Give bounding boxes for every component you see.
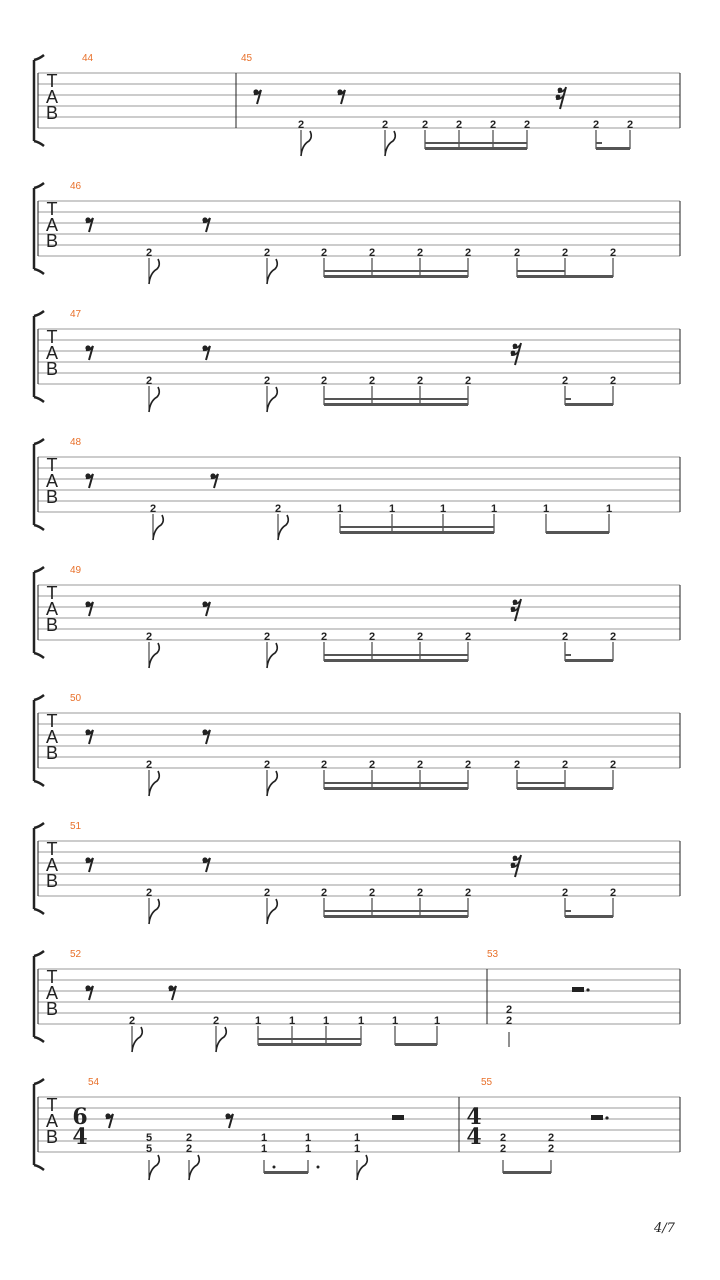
fret-number: 2 (263, 887, 271, 899)
fret-number: 2 (320, 631, 328, 643)
fret-number: 2 (513, 247, 521, 259)
measure-number: 45 (241, 53, 253, 64)
fret-number: 2 (297, 119, 305, 131)
fret-number: 2 (128, 1015, 136, 1027)
staff-system (34, 949, 680, 1052)
beam (264, 1171, 308, 1174)
fret-number: 2 (609, 887, 617, 899)
note-flag (267, 387, 277, 412)
tab-clef-letter: B (45, 487, 59, 507)
tab-clef-letter: T (46, 839, 58, 859)
fret-number: 2 (263, 247, 271, 259)
fret-number: 2 (416, 887, 424, 899)
tab-clef-letter: B (45, 103, 59, 123)
fret-number: 1 (336, 503, 344, 515)
page-number: 4/7 (654, 1221, 675, 1236)
measure-number: 53 (487, 949, 499, 960)
tab-clef-letter: A (45, 599, 59, 619)
fret-number: 1 (353, 1143, 361, 1155)
tab-clef-letter: A (45, 215, 59, 235)
system-bracket (34, 951, 44, 1042)
tab-clef-letter: T (46, 71, 58, 91)
fret-number: 2 (368, 759, 376, 771)
staff-system (34, 309, 680, 412)
fret-number: 2 (263, 375, 271, 387)
fret-number: 1 (542, 503, 550, 515)
fret-number: 2 (499, 1143, 507, 1155)
beam (324, 787, 468, 790)
tab-clef-letter: T (46, 1095, 58, 1115)
measure-number: 48 (70, 437, 82, 448)
beam-secondary (565, 910, 571, 912)
beam-secondary (324, 398, 468, 400)
fret-number: 2 (455, 119, 463, 131)
eighth-rest (202, 345, 210, 360)
staff-system (34, 821, 680, 924)
fret-number: 2 (381, 119, 389, 131)
fret-number: 2 (368, 247, 376, 259)
beam-secondary (324, 782, 468, 784)
tab-clef-letter: A (45, 471, 59, 491)
staff-system (34, 1077, 680, 1180)
fret-number: 2 (499, 1132, 507, 1144)
half-rest (392, 1115, 404, 1120)
fret-number: 2 (368, 887, 376, 899)
eighth-rest (85, 985, 93, 1000)
beam (565, 403, 613, 406)
augmentation-dot (317, 1166, 320, 1169)
tab-clef-letter: B (45, 231, 59, 251)
note-flag (216, 1027, 226, 1052)
tab-clef-letter: B (45, 1127, 59, 1147)
measure-number: 46 (70, 181, 82, 192)
fret-number: 2 (145, 887, 153, 899)
staff-system (34, 693, 680, 796)
note-flag (267, 643, 277, 668)
beam-secondary (596, 142, 602, 144)
beam (503, 1171, 551, 1174)
eighth-rest (85, 345, 93, 360)
fret-number: 1 (288, 1015, 296, 1027)
eighth-rest (85, 601, 93, 616)
eighth-rest (202, 729, 210, 744)
eighth-rest (85, 217, 93, 232)
fret-number: 1 (260, 1143, 268, 1155)
fret-number: 2 (513, 759, 521, 771)
fret-number: 2 (416, 631, 424, 643)
beam-secondary (565, 398, 571, 400)
eighth-rest (85, 473, 93, 488)
staff-system (34, 437, 680, 540)
fret-number: 2 (464, 247, 472, 259)
fret-number: 2 (416, 247, 424, 259)
beam (546, 531, 609, 534)
beam-secondary (565, 654, 571, 656)
eighth-rest (202, 217, 210, 232)
fret-number: 2 (505, 1015, 513, 1027)
fret-number: 2 (274, 503, 282, 515)
eighth-rest (210, 473, 218, 488)
fret-number: 2 (505, 1004, 513, 1016)
tab-clef-letter: T (46, 327, 58, 347)
fret-number: 2 (263, 759, 271, 771)
note-flag (149, 1155, 159, 1180)
tab-clef-letter: T (46, 967, 58, 987)
note-flag (267, 259, 277, 284)
measure-number: 49 (70, 565, 82, 576)
system-bracket (34, 183, 44, 274)
eighth-rest (225, 1113, 233, 1128)
system-bracket (34, 695, 44, 786)
tab-clef-letter: A (45, 87, 59, 107)
beam (517, 787, 613, 790)
fret-number: 2 (185, 1143, 193, 1155)
fret-number: 2 (609, 759, 617, 771)
fret-number: 2 (320, 247, 328, 259)
fret-number: 2 (263, 631, 271, 643)
measure-number: 55 (481, 1077, 493, 1088)
staff-system (34, 53, 680, 156)
tab-clef-letter: A (45, 343, 59, 363)
fret-number: 2 (145, 759, 153, 771)
fret-number: 2 (416, 375, 424, 387)
fret-number: 2 (368, 375, 376, 387)
fret-number: 1 (260, 1132, 268, 1144)
eighth-rest (337, 89, 345, 104)
fret-number: 2 (609, 375, 617, 387)
tab-clef-letter: T (46, 455, 58, 475)
tab-clef-letter: B (45, 999, 59, 1019)
eighth-rest (85, 729, 93, 744)
beam (324, 403, 468, 406)
fret-number: 2 (145, 631, 153, 643)
beam (565, 915, 613, 918)
eighth-rest (168, 985, 176, 1000)
tab-clef-letter: A (45, 727, 59, 747)
measure-number: 47 (70, 309, 82, 320)
beam-secondary (324, 270, 468, 272)
beam (517, 275, 613, 278)
augmentation-dot (273, 1166, 276, 1169)
fret-number: 1 (490, 503, 498, 515)
eighth-rest (253, 89, 261, 104)
fret-number: 1 (254, 1015, 262, 1027)
time-signature-top: 4 (466, 1104, 482, 1130)
fret-number: 1 (304, 1132, 312, 1144)
fret-number: 2 (421, 119, 429, 131)
beam (324, 659, 468, 662)
measure-number: 44 (82, 53, 94, 64)
time-signature-bottom: 4 (72, 1124, 88, 1150)
eighth-rest (105, 1113, 113, 1128)
beam (258, 1043, 361, 1046)
beam-secondary (517, 270, 565, 272)
beam-secondary (324, 654, 468, 656)
beam (395, 1043, 437, 1046)
measure-number: 52 (70, 949, 82, 960)
beam-secondary (425, 142, 527, 144)
fret-number: 2 (368, 631, 376, 643)
beam-secondary (517, 782, 565, 784)
fret-number: 1 (353, 1132, 361, 1144)
fret-number: 2 (523, 119, 531, 131)
fret-number: 2 (561, 631, 569, 643)
note-flag (149, 259, 159, 284)
system-bracket (34, 439, 44, 530)
fret-number: 1 (357, 1015, 365, 1027)
time-signature-bottom: 4 (466, 1124, 482, 1150)
note-flag (153, 515, 163, 540)
fret-number: 2 (547, 1143, 555, 1155)
rest-dot (586, 988, 589, 991)
system-bracket (34, 55, 44, 146)
eighth-rest (85, 857, 93, 872)
beam (565, 659, 613, 662)
beam (425, 147, 527, 150)
fret-number: 2 (145, 247, 153, 259)
note-flag (149, 387, 159, 412)
fret-number: 2 (185, 1132, 193, 1144)
beam (340, 531, 494, 534)
rest-block (392, 1115, 404, 1120)
fret-number: 2 (547, 1132, 555, 1144)
note-flag (132, 1027, 142, 1052)
note-flag (149, 643, 159, 668)
fret-number: 2 (592, 119, 600, 131)
note-flag (149, 899, 159, 924)
note-flag (357, 1155, 367, 1180)
fret-number: 1 (391, 1015, 399, 1027)
note-flag (267, 771, 277, 796)
system-bracket (34, 567, 44, 658)
staff-system (34, 181, 680, 284)
tab-clef-letter: B (45, 615, 59, 635)
fret-number: 2 (212, 1015, 220, 1027)
fret-number: 2 (489, 119, 497, 131)
note-flag (385, 131, 395, 156)
fret-number: 2 (320, 759, 328, 771)
fret-number: 1 (304, 1143, 312, 1155)
beam-secondary (340, 526, 494, 528)
eighth-rest (202, 857, 210, 872)
time-signature-top: 6 (72, 1104, 88, 1130)
fret-number: 2 (561, 247, 569, 259)
measure-number: 51 (70, 821, 82, 832)
system-bracket (34, 1079, 44, 1170)
fret-number: 2 (464, 887, 472, 899)
fret-number: 5 (145, 1143, 153, 1155)
tab-clef-letter: B (45, 743, 59, 763)
tab-clef-letter: A (45, 855, 59, 875)
fret-number: 2 (320, 375, 328, 387)
fret-number: 2 (416, 759, 424, 771)
beam-secondary (258, 1038, 361, 1040)
fret-number: 2 (464, 759, 472, 771)
fret-number: 2 (464, 631, 472, 643)
rest-dot (605, 1116, 608, 1119)
measure-number: 54 (88, 1077, 100, 1088)
fret-number: 2 (609, 247, 617, 259)
beam (324, 915, 468, 918)
note-flag (278, 515, 288, 540)
fret-number: 2 (464, 375, 472, 387)
fret-number: 2 (561, 759, 569, 771)
fret-number: 1 (388, 503, 396, 515)
beam-secondary (324, 910, 468, 912)
beam (324, 275, 468, 278)
note-flag (149, 771, 159, 796)
note-flag (189, 1155, 199, 1180)
tab-clef-letter: T (46, 583, 58, 603)
staff-system (34, 565, 680, 668)
fret-number: 1 (439, 503, 447, 515)
fret-number: 2 (145, 375, 153, 387)
note-flag (267, 899, 277, 924)
eighth-rest (202, 601, 210, 616)
fret-number: 1 (322, 1015, 330, 1027)
rest-block (591, 1115, 603, 1120)
fret-number: 1 (433, 1015, 441, 1027)
system-bracket (34, 311, 44, 402)
tab-clef-letter: T (46, 199, 58, 219)
fret-number: 1 (605, 503, 613, 515)
fret-number: 2 (149, 503, 157, 515)
tab-clef-letter: A (45, 983, 59, 1003)
tab-clef-letter: B (45, 359, 59, 379)
fret-number: 2 (561, 375, 569, 387)
beam (596, 147, 630, 150)
system-bracket (34, 823, 44, 914)
fret-number: 5 (145, 1132, 153, 1144)
fret-number: 2 (626, 119, 634, 131)
fret-number: 2 (609, 631, 617, 643)
tab-clef-letter: T (46, 711, 58, 731)
tab-clef-letter: B (45, 871, 59, 891)
note-flag (301, 131, 311, 156)
tab-clef-letter: A (45, 1111, 59, 1131)
rest-block (572, 987, 584, 992)
fret-number: 2 (561, 887, 569, 899)
fret-number: 2 (320, 887, 328, 899)
measure-number: 50 (70, 693, 82, 704)
